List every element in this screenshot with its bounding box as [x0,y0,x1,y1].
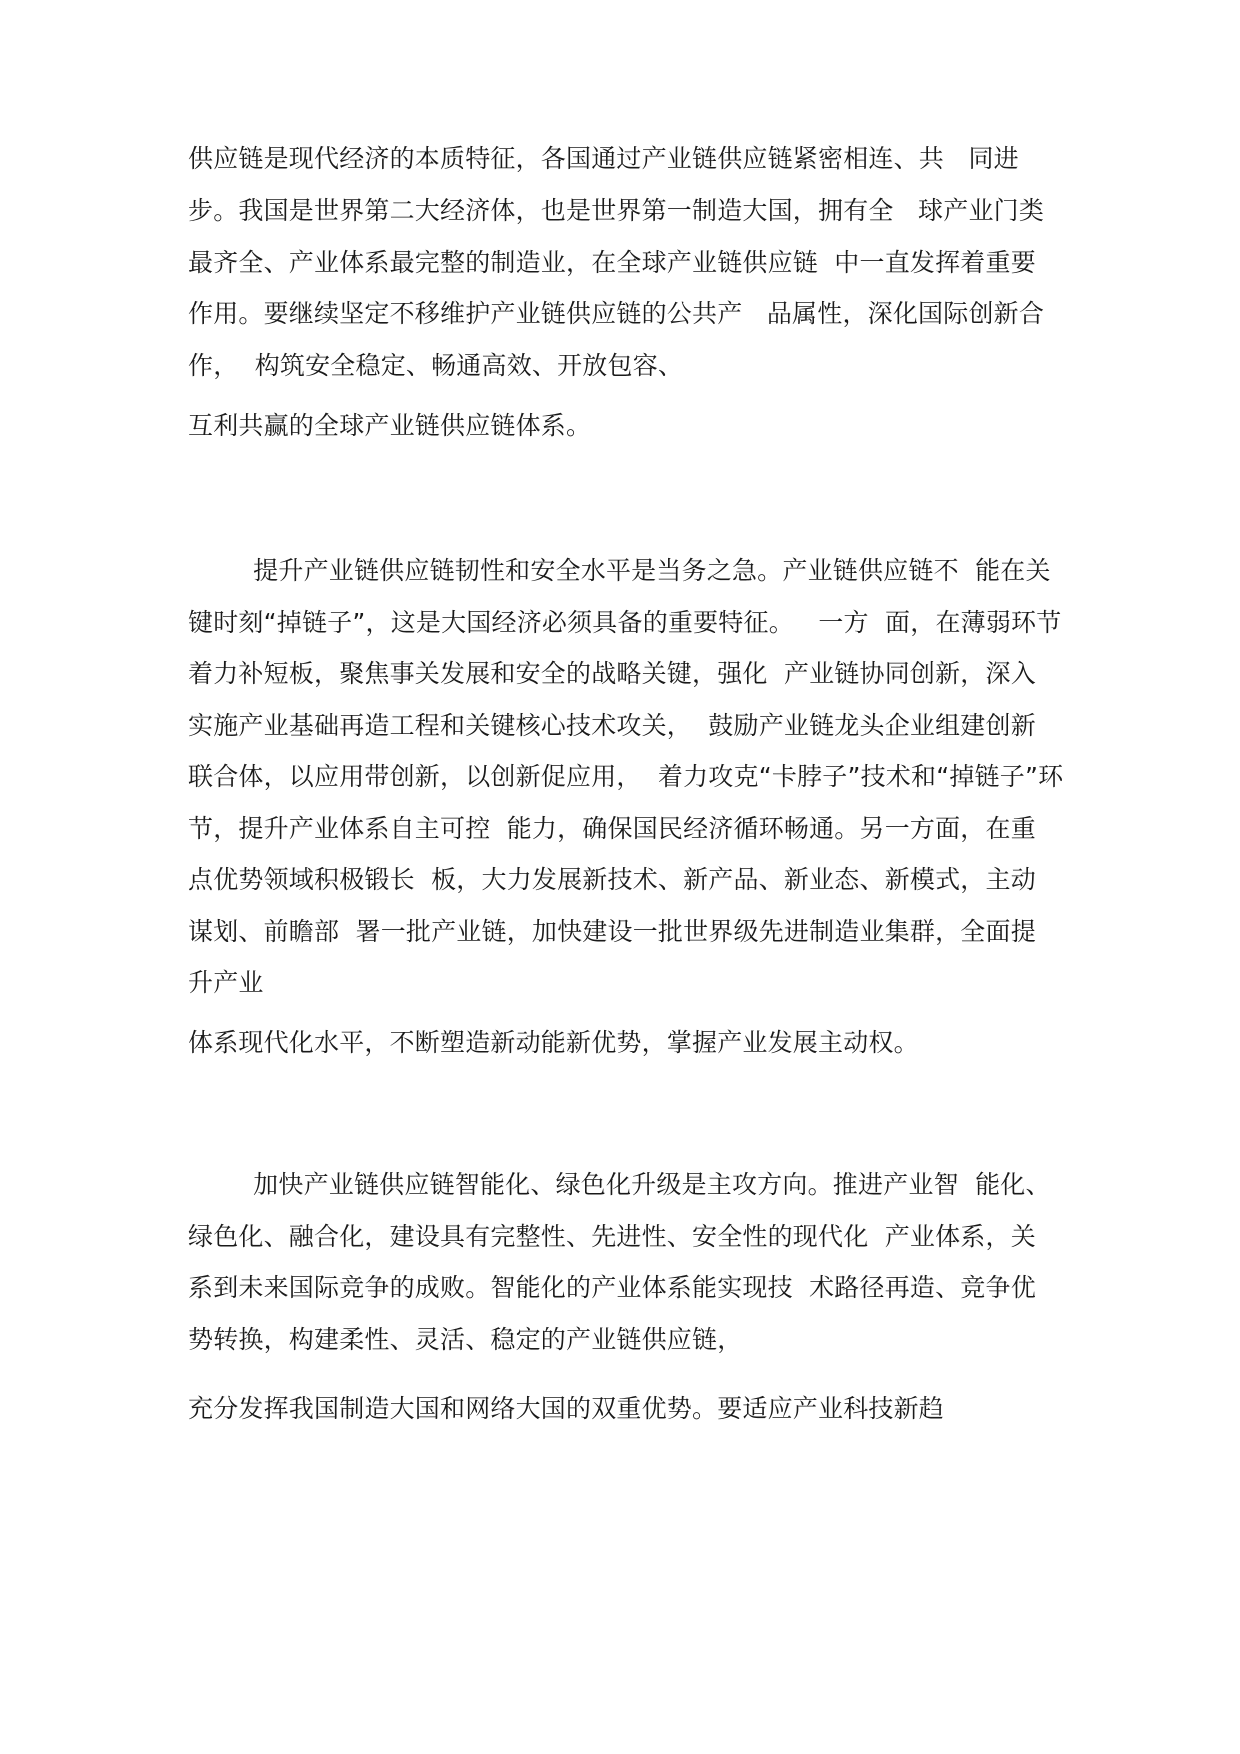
text-line: 着力补短板，聚焦事关发展和安全的战略关键，强化 产业链协同创新，深入 [188,659,1036,688]
text-line: 步。我国是世界第二大经济体，也是世界第一制造大国，拥有全 球产业门类 [188,196,1045,225]
text-line: 充分发挥我国制造大国和网络大国的双重优势。要适应产业科技新趋 [188,1394,945,1423]
text-line: 谋划、前瞻部 署一批产业链，加快建设一批世界级先进制造业集群，全面提 [188,917,1036,946]
text-line: 最齐全、产业体系最完整的制造业，在全球产业链供应链 中一直发挥着重要 [188,248,1036,277]
text-line: 势转换，构建柔性、灵活、稳定的产业链供应链， [188,1325,743,1354]
text-line: 实施产业基础再造工程和关键核心技术攻关， 鼓励产业链龙头企业组建创新 [188,711,1036,740]
text-line: 体系现代化水平，不断塑造新动能新优势，掌握产业发展主动权。 [188,1028,919,1057]
text-line: 互利共赢的全球产业链供应链体系。 [188,411,592,440]
text-line: 作， 构筑安全稳定、畅通高效、开放包容、 [188,351,684,380]
text-line: 提升产业链供应链韧性和安全水平是当务之急。产业链供应链不 能在关 [188,556,1051,585]
text-line: 升产业 [188,968,264,997]
text-line: 点优势领域积极锻长 板，大力发展新技术、新产品、新业态、新模式，主动 [188,865,1036,894]
text-line: 作用。要继续坚定不移维护产业链供应链的公共产 品属性，深化国际创新合 [188,299,1045,328]
text-line: 绿色化、融合化，建设具有完整性、先进性、安全性的现代化 产业体系，关 [188,1222,1036,1251]
text-line: 加快产业链供应链智能化、绿色化升级是主攻方向。推进产业智 能化、 [188,1170,1051,1199]
text-line: 键时刻“掉链子”，这是大国经济必须具备的重要特征。 一方 面，在薄弱环节 [188,608,1062,637]
text-line: 节，提升产业体系自主可控 能力，确保国民经济循环畅通。另一方面，在重 [188,814,1036,843]
text-line: 系到未来国际竞争的成败。智能化的产业体系能实现技 术路径再造、竞争优 [188,1273,1036,1302]
text-line: 供应链是现代经济的本质特征，各国通过产业链供应链紧密相连、共 同进 [188,144,1019,173]
text-line: 联合体，以应用带创新，以创新促应用， 着力攻克“卡脖子”技术和“掉链子”环 [188,762,1064,791]
